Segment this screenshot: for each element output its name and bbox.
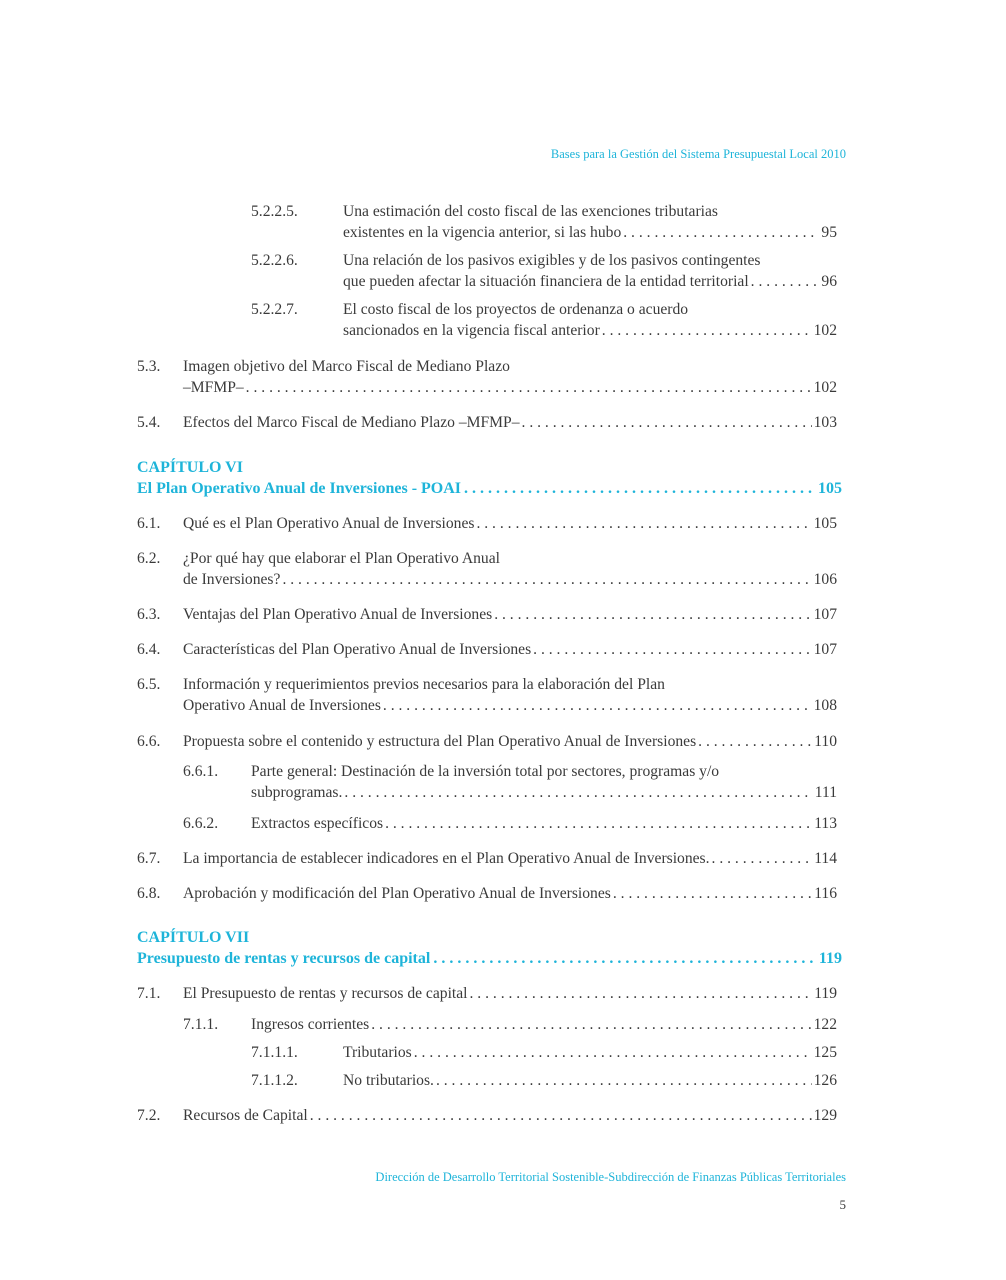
- toc-number: 5.4.: [137, 414, 161, 431]
- toc-number: 7.1.1.: [183, 1016, 219, 1033]
- dot-leader: [712, 848, 813, 869]
- toc-title: No tributarios.: [343, 1072, 434, 1089]
- toc-title-line1: El costo fiscal de los proyectos de ordenanza o acuerdo: [343, 301, 689, 318]
- dot-leader: [623, 222, 819, 243]
- toc-title-line1: Parte general: Destinación de la inversión total por sectores, programas y/o: [251, 763, 720, 780]
- toc-page: 95: [821, 224, 837, 241]
- toc-title-line2: que pueden afectar la situación financiera de la entidad territorial: [343, 273, 749, 290]
- toc-title: Ventajas del Plan Operativo Anual de Inversiones: [183, 606, 493, 623]
- toc-number: 5.3.: [137, 358, 161, 375]
- toc-entry: [137, 356, 837, 398]
- toc-page: 114: [814, 850, 837, 867]
- dot-leader: [613, 883, 812, 904]
- toc-page: 122: [813, 1016, 837, 1033]
- toc-entry: [137, 983, 837, 1004]
- dot-leader: [246, 377, 812, 398]
- toc-title-line2: subprogramas.: [251, 784, 343, 801]
- toc-entry: [137, 731, 837, 752]
- dot-leader: [282, 569, 811, 590]
- toc-entry: [251, 1042, 837, 1063]
- toc-number: 7.1.1.2.: [251, 1072, 298, 1089]
- chapter-heading: [137, 927, 842, 969]
- toc-title-line1: Una estimación del costo fiscal de las exenciones tributarias: [343, 203, 718, 220]
- chapter-title: El Plan Operativo Anual de Inversiones - POAI: [137, 480, 462, 497]
- toc-title-line1: Información y requerimientos previos necesarios para la elaboración del Plan: [183, 676, 665, 693]
- toc-page: 108: [813, 697, 837, 714]
- toc-title: Efectos del Marco Fiscal de Mediano Plazo –MFMP–: [183, 414, 520, 431]
- toc-number: 6.6.1.: [183, 763, 219, 780]
- toc-title: Qué es el Plan Operativo Anual de Inversiones: [183, 515, 475, 532]
- toc-entry: [183, 1014, 837, 1035]
- running-footer: Dirección de Desarrollo Territorial Sostenible-Subdirección de Finanzas Públicas Territoriales: [375, 1170, 846, 1184]
- dot-leader: [385, 813, 812, 834]
- toc-title-line1: Imagen objetivo del Marco Fiscal de Mediano Plazo: [183, 358, 510, 375]
- toc-page: 126: [813, 1072, 837, 1089]
- chapter-heading: [137, 457, 842, 499]
- toc-page: 116: [814, 885, 837, 902]
- toc-number: 5.2.2.7.: [251, 301, 298, 318]
- dot-leader: [751, 271, 820, 292]
- toc-number: 6.4.: [137, 641, 161, 658]
- toc-entry: [137, 412, 837, 433]
- toc-number: 6.1.: [137, 515, 161, 532]
- toc-number: 6.2.: [137, 550, 161, 567]
- toc-entry: [183, 813, 837, 834]
- toc-title: Ingresos corrientes: [251, 1016, 370, 1033]
- toc-page: 125: [813, 1044, 837, 1061]
- toc-title-line2: de Inversiones?: [183, 571, 281, 588]
- dot-leader: [436, 1070, 812, 1091]
- toc-page: 110: [814, 733, 837, 750]
- toc-page: 111: [814, 784, 837, 801]
- toc-entry: [251, 1070, 837, 1091]
- toc-title: La importancia de establecer indicadores en el Plan Operativo Anual de Inversiones.: [183, 850, 710, 867]
- toc-number: 5.2.2.6.: [251, 252, 298, 269]
- toc-page: 105: [813, 515, 837, 532]
- dot-leader: [533, 639, 811, 660]
- dot-leader: [310, 1105, 812, 1126]
- page-number: 5: [839, 1197, 846, 1212]
- toc-entry: [251, 250, 837, 292]
- toc-title: Aprobación y modificación del Plan Operativo Anual de Inversiones: [183, 885, 611, 902]
- toc-title: El Presupuesto de rentas y recursos de capital: [183, 985, 468, 1002]
- toc-entry: [183, 761, 837, 803]
- toc-title: Propuesta sobre el contenido y estructura del Plan Operativo Anual de Inversiones: [183, 733, 697, 750]
- toc-page: 102: [813, 379, 837, 396]
- toc-number: 7.1.1.1.: [251, 1044, 298, 1061]
- dot-leader: [602, 320, 812, 341]
- chapter-page: 105: [818, 480, 842, 497]
- toc-entry: [137, 674, 837, 716]
- chapter-page: 119: [818, 950, 842, 967]
- toc-title-line2: Operativo Anual de Inversiones: [183, 697, 381, 714]
- toc-number: 5.2.2.5.: [251, 203, 298, 220]
- toc-page: 113: [814, 815, 837, 832]
- toc-number: 6.3.: [137, 606, 161, 623]
- toc-entry: [137, 1105, 837, 1126]
- dot-leader: [464, 478, 815, 499]
- toc-entry: [251, 201, 837, 243]
- toc-page: 129: [813, 1107, 837, 1124]
- toc-title: Extractos específicos: [251, 815, 384, 832]
- toc-title-line2: sancionados en la vigencia fiscal anterior: [343, 322, 600, 339]
- toc-title: Tributarios: [343, 1044, 412, 1061]
- toc-number: 6.7.: [137, 850, 161, 867]
- dot-leader: [522, 412, 812, 433]
- chapter-label: CAPÍTULO VI: [137, 459, 243, 476]
- toc-page: 96: [821, 273, 837, 290]
- chapter-title: Presupuesto de rentas y recursos de capital: [137, 950, 431, 967]
- dot-leader: [344, 782, 812, 803]
- toc-title-line1: Una relación de los pasivos exigibles y de los pasivos contingentes: [343, 252, 761, 269]
- dot-leader: [698, 731, 812, 752]
- toc-number: 6.6.2.: [183, 815, 219, 832]
- dot-leader: [494, 604, 811, 625]
- toc-title: Características del Plan Operativo Anual de Inversiones: [183, 641, 532, 658]
- running-header: Bases para la Gestión del Sistema Presupuestal Local 2010: [550, 147, 846, 161]
- toc-title-line2: existentes en la vigencia anterior, si las hubo: [343, 224, 622, 241]
- toc-entry: [251, 299, 837, 341]
- toc-page: 103: [813, 414, 837, 431]
- dot-leader: [383, 695, 812, 716]
- toc-page: 102: [813, 322, 837, 339]
- toc-number: 7.1.: [137, 985, 161, 1002]
- toc-entry: [137, 848, 837, 869]
- toc-page: 106: [813, 571, 837, 588]
- toc-title-line1: ¿Por qué hay que elaborar el Plan Operativo Anual: [183, 550, 500, 567]
- toc-title: Recursos de Capital: [183, 1107, 308, 1124]
- toc-number: 6.6.: [137, 733, 161, 750]
- toc-page: 107: [813, 606, 837, 623]
- toc-page: 107: [813, 641, 837, 658]
- dot-leader: [371, 1014, 811, 1035]
- toc-number: 6.8.: [137, 885, 161, 902]
- dot-leader: [414, 1042, 812, 1063]
- chapter-label: CAPÍTULO VII: [137, 929, 250, 946]
- toc-page: 119: [814, 985, 837, 1002]
- toc-entry: [137, 604, 837, 625]
- toc-title-line2: –MFMP–: [183, 379, 244, 396]
- toc-entry: [137, 883, 837, 904]
- dot-leader: [470, 983, 813, 1004]
- toc-entry: [137, 639, 837, 660]
- toc-number: 6.5.: [137, 676, 161, 693]
- toc-entry: [137, 548, 837, 590]
- dot-leader: [476, 513, 811, 534]
- toc-number: 7.2.: [137, 1107, 161, 1124]
- toc-entry: [137, 513, 837, 534]
- dot-leader: [433, 948, 816, 969]
